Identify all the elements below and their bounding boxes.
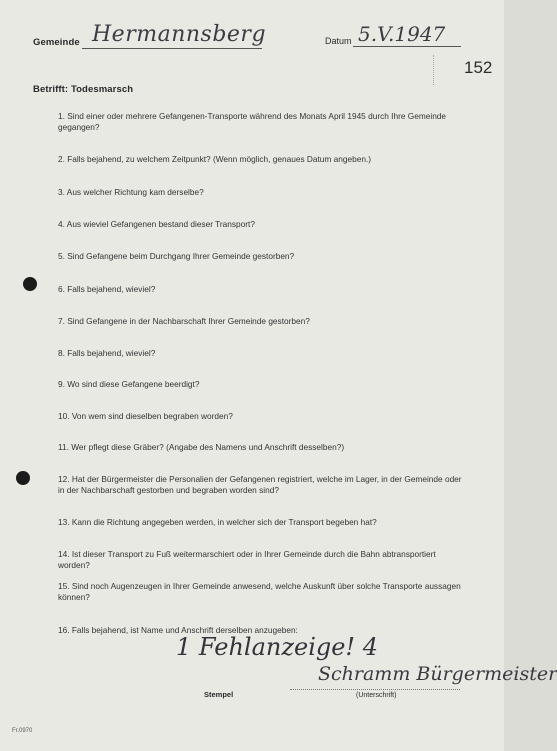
question-text: Falls bejahend, zu welchem Zeitpunkt? (Wenn möglich, genaues Datum angeben.) xyxy=(67,154,372,164)
question-11 xyxy=(58,442,468,453)
question-1 xyxy=(58,111,468,133)
gemeinde-underline xyxy=(82,48,262,49)
unterschrift-label: (Unterschrift) xyxy=(356,692,397,699)
question-number: 7. xyxy=(58,316,65,326)
betrifft-value: Todesmarsch xyxy=(70,84,134,95)
question-number: 14. xyxy=(58,549,70,559)
question-text: Kann die Richtung angegeben werden, in welcher sich der Transport begeben hat? xyxy=(71,517,377,527)
dotted-margin-marks xyxy=(433,55,440,85)
question-8 xyxy=(58,348,468,359)
stempel-label: Stempel xyxy=(204,690,234,699)
question-12 xyxy=(58,474,468,496)
question-text: Sind Gefangene beim Durchgang Ihrer Gemeinde gestorben? xyxy=(67,251,295,261)
question-6 xyxy=(58,284,468,295)
question-text: Ist dieser Transport zu Fuß weitermarschiert oder in Ihrer Gemeinde durch die Bahn abtransportiert worden? xyxy=(58,549,436,570)
question-number: 1. xyxy=(58,111,65,121)
question-number: 2. xyxy=(58,154,65,164)
question-text: Aus wieviel Gefangenen bestand dieser Transport? xyxy=(66,219,255,229)
signature-handwriting: Schramm Bürgermeister xyxy=(318,663,557,685)
gemeinde-value: Hermannsberg xyxy=(92,22,267,47)
question-10 xyxy=(58,411,468,422)
question-number: 11. xyxy=(58,442,69,452)
question-text: Falls bejahend, wieviel? xyxy=(67,284,156,294)
gemeinde-label: Gemeinde xyxy=(33,37,80,48)
question-2 xyxy=(58,154,468,165)
question-text: Sind noch Augenzeugen in Ihrer Gemeinde anwesend, welche Auskunft über solche Transporte aussagen können? xyxy=(58,581,461,602)
question-number: 16. xyxy=(58,625,70,635)
question-number: 15. xyxy=(58,581,70,591)
question-number: 10. xyxy=(58,411,70,421)
handwritten-answer: 1 Fehlanzeige! 4 xyxy=(176,633,378,661)
betrifft-label: Betrifft: xyxy=(33,84,69,95)
question-14 xyxy=(58,549,468,571)
footer-code: Fr.0970 xyxy=(12,728,33,734)
question-13 xyxy=(58,517,468,528)
question-9 xyxy=(58,379,468,390)
question-text: Wo sind diese Gefangene beerdigt? xyxy=(67,379,200,389)
question-number: 4. xyxy=(58,219,65,229)
question-number: 8. xyxy=(58,348,65,358)
question-7 xyxy=(58,316,468,327)
datum-label: Datum xyxy=(325,36,352,46)
question-5 xyxy=(58,251,468,262)
question-number: 3. xyxy=(58,187,65,197)
question-text: Falls bejahend, ist Name und Anschrift derselben anzugeben: xyxy=(71,625,298,635)
page-number: 152 xyxy=(464,58,493,77)
question-number: 12. xyxy=(58,474,70,484)
question-text: Aus welcher Richtung kam derselbe? xyxy=(66,187,204,197)
question-number: 6. xyxy=(58,284,65,294)
punch-hole-lower xyxy=(16,471,30,485)
question-text: Von wem sind dieselben begraben worden? xyxy=(71,411,233,421)
datum-value: 5.V.1947 xyxy=(358,22,446,46)
question-number: 9. xyxy=(58,379,65,389)
question-text: Falls bejahend, wieviel? xyxy=(67,348,156,358)
question-3 xyxy=(58,187,468,198)
question-4 xyxy=(58,219,468,230)
datum-underline xyxy=(353,46,461,47)
question-text: Sind Gefangene in der Nachbarschaft Ihrer Gemeinde gestorben? xyxy=(67,316,310,326)
question-number: 13. xyxy=(58,517,70,527)
question-text: Wer pflegt diese Gräber? (Angabe des Namens und Anschrift desselben?) xyxy=(71,442,345,452)
question-number: 5. xyxy=(58,251,65,261)
betrifft-line xyxy=(33,84,133,95)
question-text: Sind einer oder mehrere Gefangenen-Transporte während des Monats April 1945 durch Ihre Gemeinde gegangen? xyxy=(58,111,447,132)
question-text: Hat der Bürgermeister die Personalien der Gefangenen registriert, welche im Lager, in der Gemeinde oder in der Nachbarschaft gestorben und begraben worden sind? xyxy=(58,474,462,495)
signature-line xyxy=(290,689,460,690)
punch-hole-upper xyxy=(23,277,37,291)
question-15 xyxy=(58,581,468,603)
